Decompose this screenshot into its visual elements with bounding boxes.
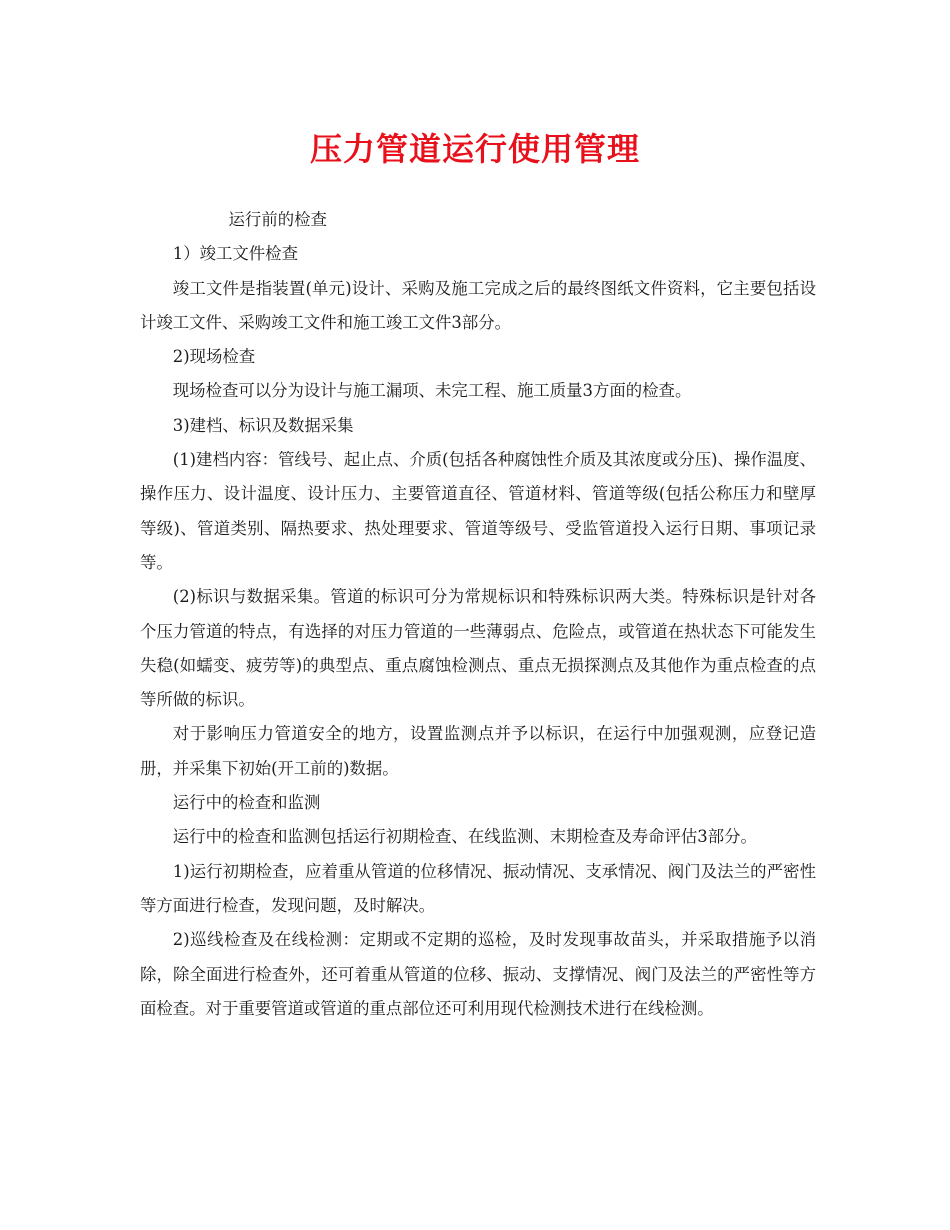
subheading-filing-marking-data: 3)建档、标识及数据采集 <box>172 415 354 435</box>
paragraph-filing-content: (1)建档内容：管线号、起止点、介质(包括各种腐蚀性介质及其浓度或分压)、操作温度、操作压力、设计温度、设计压力、主要管道直径、管道材料、管道等级(包括公称压力和壁厚等级)、管道类别、隔热要求、热处理要求、管道等级号、受监管道投入运行日期、事项记录等。 <box>140 450 816 572</box>
document-title: 压力管道运行使用管理 <box>309 130 640 168</box>
paragraph-site-inspection: 现场检查可以分为设计与施工漏项、未完工程、施工质量3方面的检查。 <box>172 381 692 401</box>
paragraph-monitoring-points: 对于影响压力管道安全的地方，设置监测点并予以标识，在运行中加强观测，应登记造册，并采集下初始(开工前的)数据。 <box>140 724 816 778</box>
document-body <box>140 203 816 1026</box>
paragraph-completion-documents: 竣工文件是指装置(单元)设计、采购及施工完成之后的最终图纸文件资料，它主要包括设计竣工文件、采购竣工文件和施工竣工文件3部分。 <box>140 278 816 332</box>
paragraph-marking-data-collection: (2)标识与数据采集。管道的标识可分为常规标识和特殊标识两大类。特殊标识是针对各个压力管道的特点，有选择的对压力管道的一些薄弱点、危险点，或管道在热状态下可能发生失稳(如蠕变、疲劳等)的典型点、重点腐蚀检测点、重点无损探测点及其他作为重点检查的点等所做的标识。 <box>140 587 816 710</box>
subheading-site-inspection: 2)现场检查 <box>172 347 256 367</box>
section-heading-pre-operation-check: 运行前的检查 <box>228 210 327 229</box>
paragraph-in-operation-overview: 运行中的检查和监测包括运行初期检查、在线监测、末期检查及寿命评估3部分。 <box>172 827 757 847</box>
section-heading-in-operation-check: 运行中的检查和监测 <box>172 793 321 813</box>
paragraph-initial-operation-check: 1)运行初期检查，应着重从管道的位移情况、振动情况、支承情况、阀门及法兰的严密性等方面进行检查，发现问题，及时解决。 <box>140 861 816 915</box>
subheading-completion-documents: 1）竣工文件检查 <box>172 244 298 264</box>
paragraph-patrol-online-detection: 2)巡线检查及在线检测：定期或不定期的巡检，及时发现事故苗头，并采取措施予以消除，除全面进行检查外，还可着重从管道的位移、振动、支撑情况、阀门及法兰的严密性等方面检查。对于重要管道或管道的重点部位还可利用现代检测技术进行在线检测。 <box>140 930 816 1018</box>
